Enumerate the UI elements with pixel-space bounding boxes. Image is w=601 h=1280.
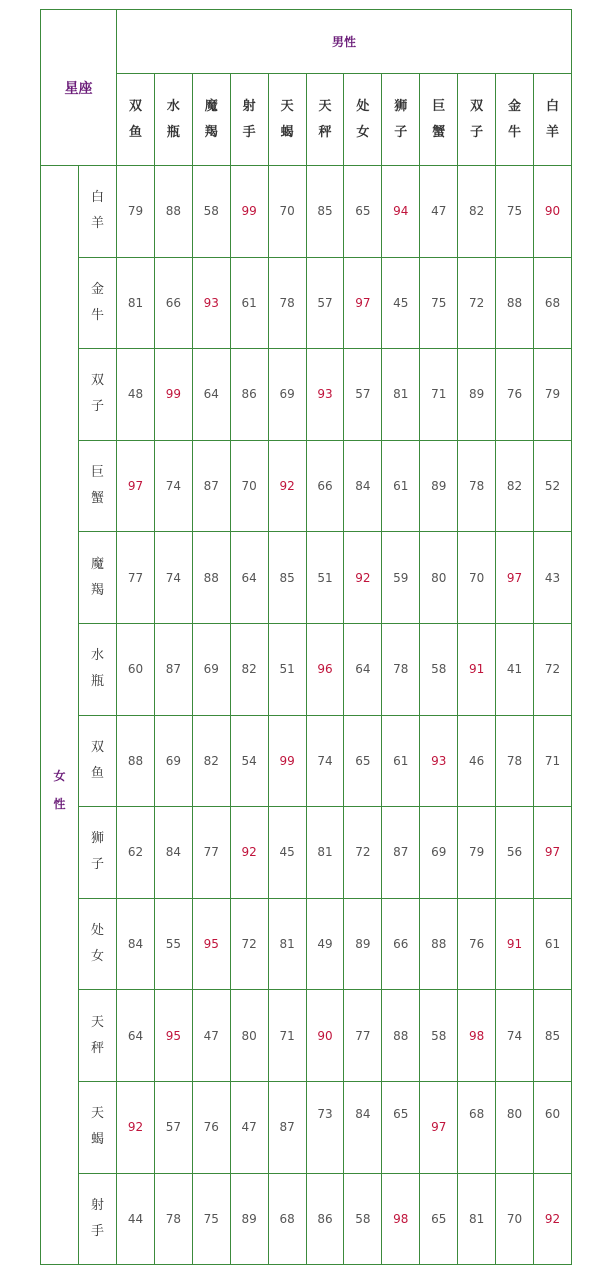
column-header	[117, 74, 155, 166]
score-cell: 57	[344, 349, 382, 441]
row-header-char: 双	[90, 373, 104, 389]
score-cell: 78	[458, 440, 496, 532]
score-cell: 78	[496, 715, 534, 807]
score-cell: 70	[268, 166, 306, 258]
score-cell: 47	[420, 166, 458, 258]
column-header	[154, 74, 192, 166]
row-header-char: 天	[90, 1106, 104, 1122]
female-header	[41, 166, 79, 1265]
column-header-char: 瓶	[166, 124, 180, 140]
column-header	[420, 74, 458, 166]
score-cell: 96	[306, 623, 344, 715]
score-cell: 61	[382, 440, 420, 532]
score-cell: 64	[344, 623, 382, 715]
row-header	[79, 1081, 117, 1173]
score-cell: 51	[268, 623, 306, 715]
score-cell: 75	[192, 1173, 230, 1265]
score-cell: 58	[192, 166, 230, 258]
score-cell: 72	[230, 898, 268, 990]
score-cell: 44	[117, 1173, 155, 1265]
column-header	[306, 74, 344, 166]
score-cell: 93	[306, 349, 344, 441]
column-header-char: 巨	[432, 98, 446, 114]
score-cell: 79	[533, 349, 571, 441]
corner-header	[41, 10, 117, 166]
score-cell: 89	[230, 1173, 268, 1265]
column-header-row	[41, 74, 572, 166]
table-row	[41, 807, 572, 899]
column-header-char: 子	[470, 124, 484, 140]
score-cell: 73	[306, 1081, 344, 1173]
score-cell: 74	[154, 532, 192, 624]
row-header	[79, 623, 117, 715]
score-cell: 77	[117, 532, 155, 624]
column-header	[268, 74, 306, 166]
score-cell: 86	[306, 1173, 344, 1265]
row-header	[79, 440, 117, 532]
score-cell: 68	[268, 1173, 306, 1265]
score-cell: 41	[496, 623, 534, 715]
score-cell: 92	[344, 532, 382, 624]
column-header-char: 水	[166, 98, 180, 114]
score-cell: 89	[420, 440, 458, 532]
column-header-char: 羊	[545, 124, 559, 140]
score-cell: 77	[192, 807, 230, 899]
column-header-char: 金	[508, 98, 522, 114]
column-header-char: 手	[242, 124, 256, 140]
score-cell: 48	[117, 349, 155, 441]
score-cell: 55	[154, 898, 192, 990]
column-header	[382, 74, 420, 166]
score-cell: 80	[496, 1081, 534, 1173]
score-cell: 85	[533, 990, 571, 1082]
row-header-char: 处	[90, 923, 104, 939]
table-row	[41, 1173, 572, 1265]
row-header-char: 巨	[90, 465, 104, 481]
score-cell: 95	[154, 990, 192, 1082]
score-cell: 98	[382, 1173, 420, 1265]
score-cell: 78	[268, 257, 306, 349]
score-cell: 71	[420, 349, 458, 441]
score-cell: 92	[268, 440, 306, 532]
score-cell: 97	[117, 440, 155, 532]
score-cell: 80	[420, 532, 458, 624]
score-cell: 72	[344, 807, 382, 899]
row-header-char: 羯	[90, 582, 104, 598]
score-cell: 99	[268, 715, 306, 807]
score-cell: 61	[533, 898, 571, 990]
score-cell: 92	[230, 807, 268, 899]
score-cell: 97	[533, 807, 571, 899]
column-header-char: 牛	[508, 124, 522, 140]
score-cell: 58	[420, 623, 458, 715]
row-header	[79, 349, 117, 441]
score-cell: 81	[306, 807, 344, 899]
score-cell: 59	[382, 532, 420, 624]
column-header-char: 蟹	[432, 124, 446, 140]
table-row	[41, 898, 572, 990]
column-header	[496, 74, 534, 166]
score-cell: 47	[230, 1081, 268, 1173]
female-label-char: 女	[53, 769, 66, 784]
score-cell: 84	[344, 1081, 382, 1173]
row-header	[79, 166, 117, 258]
score-cell: 74	[496, 990, 534, 1082]
score-cell: 78	[382, 623, 420, 715]
table-row	[41, 990, 572, 1082]
column-header	[458, 74, 496, 166]
score-cell: 57	[306, 257, 344, 349]
row-header-char: 瓶	[90, 674, 104, 690]
score-cell: 47	[192, 990, 230, 1082]
score-cell: 81	[268, 898, 306, 990]
score-cell: 82	[496, 440, 534, 532]
row-header-char: 天	[90, 1014, 104, 1030]
row-header-char: 白	[90, 190, 104, 206]
row-header	[79, 715, 117, 807]
header-row-top	[41, 10, 572, 74]
score-cell: 95	[192, 898, 230, 990]
score-cell: 80	[230, 990, 268, 1082]
column-header-char: 射	[242, 98, 256, 114]
column-header-char: 双	[470, 98, 484, 114]
score-cell: 91	[496, 898, 534, 990]
score-cell: 94	[382, 166, 420, 258]
score-cell: 84	[154, 807, 192, 899]
score-cell: 82	[458, 166, 496, 258]
score-cell: 78	[154, 1173, 192, 1265]
row-header	[79, 1173, 117, 1265]
score-cell: 68	[533, 257, 571, 349]
score-cell: 88	[496, 257, 534, 349]
score-cell: 70	[458, 532, 496, 624]
row-header	[79, 990, 117, 1082]
score-cell: 66	[306, 440, 344, 532]
row-header-char: 蟹	[90, 491, 104, 507]
column-header	[192, 74, 230, 166]
score-cell: 81	[117, 257, 155, 349]
score-cell: 72	[533, 623, 571, 715]
row-header-char: 牛	[90, 307, 104, 323]
score-cell: 89	[344, 898, 382, 990]
column-header	[230, 74, 268, 166]
column-header-char: 秤	[318, 124, 332, 140]
column-header-char: 处	[356, 98, 370, 114]
table-row	[41, 1081, 572, 1173]
score-cell: 71	[268, 990, 306, 1082]
row-header	[79, 898, 117, 990]
score-cell: 90	[533, 166, 571, 258]
score-cell: 93	[420, 715, 458, 807]
score-cell: 93	[192, 257, 230, 349]
score-cell: 88	[420, 898, 458, 990]
score-cell: 49	[306, 898, 344, 990]
score-cell: 76	[458, 898, 496, 990]
score-cell: 76	[192, 1081, 230, 1173]
score-cell: 57	[154, 1081, 192, 1173]
row-header-char: 子	[90, 857, 104, 873]
score-cell: 90	[306, 990, 344, 1082]
score-cell: 82	[192, 715, 230, 807]
score-cell: 88	[117, 715, 155, 807]
row-header-char: 魔	[90, 556, 104, 572]
row-header-char: 射	[90, 1197, 104, 1213]
score-cell: 76	[496, 349, 534, 441]
column-header-char: 天	[280, 98, 294, 114]
female-label-char: 性	[53, 797, 66, 812]
score-cell: 65	[344, 166, 382, 258]
score-cell: 51	[306, 532, 344, 624]
column-header	[344, 74, 382, 166]
score-cell: 79	[117, 166, 155, 258]
score-cell: 99	[230, 166, 268, 258]
score-cell: 88	[382, 990, 420, 1082]
score-cell: 97	[420, 1081, 458, 1173]
score-cell: 81	[382, 349, 420, 441]
row-header-char: 鱼	[90, 765, 104, 781]
column-header-char: 女	[356, 124, 370, 140]
score-cell: 69	[420, 807, 458, 899]
score-cell: 60	[533, 1081, 571, 1173]
column-header	[533, 74, 571, 166]
score-cell: 65	[382, 1081, 420, 1173]
score-cell: 70	[230, 440, 268, 532]
score-cell: 84	[117, 898, 155, 990]
score-cell: 66	[382, 898, 420, 990]
row-header-char: 女	[90, 949, 104, 965]
row-header-char: 金	[90, 281, 104, 297]
table-row	[41, 715, 572, 807]
column-header-char: 狮	[394, 98, 408, 114]
row-header	[79, 532, 117, 624]
score-cell: 52	[533, 440, 571, 532]
score-cell: 61	[230, 257, 268, 349]
score-cell: 66	[154, 257, 192, 349]
score-cell: 79	[458, 807, 496, 899]
table-row	[41, 349, 572, 441]
row-header-char: 手	[90, 1223, 104, 1239]
score-cell: 75	[496, 166, 534, 258]
table-row	[41, 623, 572, 715]
score-cell: 68	[458, 1081, 496, 1173]
score-cell: 72	[458, 257, 496, 349]
score-cell: 82	[230, 623, 268, 715]
table-row	[41, 440, 572, 532]
score-cell: 64	[192, 349, 230, 441]
score-cell: 75	[420, 257, 458, 349]
score-cell: 64	[117, 990, 155, 1082]
score-cell: 85	[306, 166, 344, 258]
score-cell: 91	[458, 623, 496, 715]
score-cell: 98	[458, 990, 496, 1082]
male-label: 男性	[331, 35, 356, 49]
row-header-char: 秤	[90, 1040, 104, 1056]
row-header-char: 蝎	[90, 1132, 104, 1148]
score-cell: 69	[154, 715, 192, 807]
column-header-char: 白	[545, 98, 559, 114]
score-cell: 58	[344, 1173, 382, 1265]
score-cell: 92	[117, 1081, 155, 1173]
compatibility-table-container	[40, 9, 572, 1265]
column-header-char: 鱼	[128, 124, 142, 140]
row-header	[79, 257, 117, 349]
score-cell: 69	[268, 349, 306, 441]
score-cell: 58	[420, 990, 458, 1082]
table-row	[41, 257, 572, 349]
score-cell: 43	[533, 532, 571, 624]
zodiac-compatibility-table	[40, 9, 572, 1265]
score-cell: 97	[496, 532, 534, 624]
score-cell: 85	[268, 532, 306, 624]
row-header-char: 双	[90, 739, 104, 755]
column-header-char: 天	[318, 98, 332, 114]
column-header-char: 羯	[204, 124, 218, 140]
score-cell: 74	[306, 715, 344, 807]
score-cell: 87	[382, 807, 420, 899]
score-cell: 70	[496, 1173, 534, 1265]
score-cell: 87	[192, 440, 230, 532]
row-header-char: 子	[90, 399, 104, 415]
score-cell: 89	[458, 349, 496, 441]
score-cell: 69	[192, 623, 230, 715]
score-cell: 97	[344, 257, 382, 349]
score-cell: 86	[230, 349, 268, 441]
score-cell: 81	[458, 1173, 496, 1265]
score-cell: 99	[154, 349, 192, 441]
column-header-char: 子	[394, 124, 408, 140]
score-cell: 54	[230, 715, 268, 807]
score-cell: 46	[458, 715, 496, 807]
score-cell: 65	[420, 1173, 458, 1265]
male-header	[117, 10, 572, 74]
row-header-char: 羊	[90, 216, 104, 232]
score-cell: 71	[533, 715, 571, 807]
score-cell: 88	[192, 532, 230, 624]
score-cell: 65	[344, 715, 382, 807]
corner-label: 星座	[64, 80, 93, 97]
column-header-char: 蝎	[280, 124, 294, 140]
score-cell: 56	[496, 807, 534, 899]
score-cell: 74	[154, 440, 192, 532]
score-cell: 45	[268, 807, 306, 899]
row-header-char: 水	[90, 648, 104, 664]
column-header-char: 双	[128, 98, 142, 114]
score-cell: 60	[117, 623, 155, 715]
table-row	[41, 532, 572, 624]
score-cell: 64	[230, 532, 268, 624]
score-cell: 87	[268, 1081, 306, 1173]
score-cell: 88	[154, 166, 192, 258]
score-cell: 92	[533, 1173, 571, 1265]
score-cell: 61	[382, 715, 420, 807]
row-header	[79, 807, 117, 899]
score-cell: 84	[344, 440, 382, 532]
score-cell: 77	[344, 990, 382, 1082]
row-header-char: 狮	[90, 831, 104, 847]
table-row	[41, 166, 572, 258]
column-header-char: 魔	[204, 98, 218, 114]
score-cell: 62	[117, 807, 155, 899]
table-body	[41, 166, 572, 1265]
score-cell: 87	[154, 623, 192, 715]
score-cell: 45	[382, 257, 420, 349]
